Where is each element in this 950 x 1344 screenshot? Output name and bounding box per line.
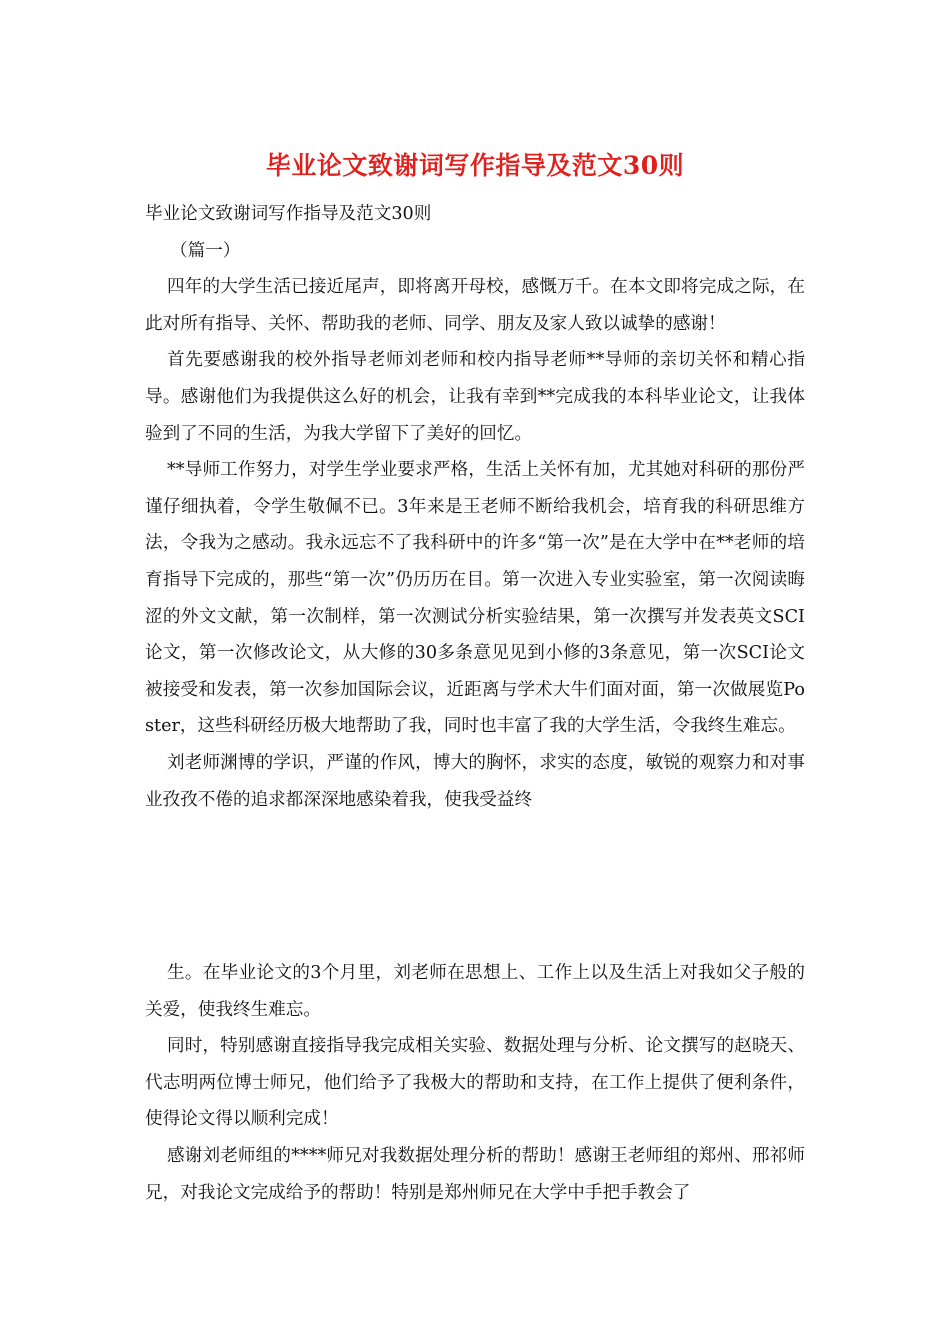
text-block-page-1 xyxy=(145,196,805,818)
document-subtitle: 毕业论文致谢词写作指导及范文30则 xyxy=(145,204,432,224)
paragraph: 生。在毕业论文的3个月里，刘老师在思想上、工作上以及生活上对我如父子般的关爱，使我终生难忘。 xyxy=(145,963,805,1020)
paragraph: 刘老师渊博的学识，严谨的作风，博大的胸怀，求实的态度，敏锐的观察力和对事业孜孜不倦的追求都深深地感染着我，使我受益终 xyxy=(145,752,805,810)
section-label: （篇一） xyxy=(170,240,241,261)
paragraph: 感谢刘老师组的****师兄对我数据处理分析的帮助！感谢王老师组的郑州、邢祁师兄，对我论文完成给予的帮助！特别是郑州师兄在大学中手把手教会了 xyxy=(145,1145,805,1203)
paragraph: 首先要感谢我的校外指导老师刘老师和校内指导老师**导师的亲切关怀和精心指导。感谢他们为我提供这么好的机会，让我有幸到**完成我的本科毕业论文，让我体验到了不同的生活，为我大学留下了美好的回忆。 xyxy=(145,350,805,444)
paragraph: 四年的大学生活已接近尾声，即将离开母校，感慨万千。在本文即将完成之际，在此对所有指导、关怀、帮助我的老师、同学、朋友及家人致以诚挚的感谢！ xyxy=(145,277,805,334)
paragraph: 同时，特别感谢直接指导我完成相关实验、数据处理与分析、论文撰写的赵晓天、代志明两位博士师兄，他们给予了我极大的帮助和支持，在工作上提供了便利条件，使得论文得以顺利完成！ xyxy=(145,1036,805,1130)
document-title: 毕业论文致谢词写作指导及范文30则 xyxy=(265,151,685,180)
text-block-page-2 xyxy=(145,955,805,1211)
paragraph: **导师工作努力，对学生学业要求严格，生活上关怀有加，尤其她对科研的那份严谨仔细执着，令学生敬佩不已。3年来是王老师不断给我机会，培育我的科研思维方法，令我为之感动。我永远忘不了我科研中的许多“第一次”是在大学中在**老师的培育指导下完成的，那些“第一次”仍历历在目。第一次进入专业实验室，第一次阅读晦涩的外文文献，第一次制样，第一次测试分析实验结果，第一次撰写并发表英文SCI论文，第一次修改论文，从大修的30多条意见见到小修的3条意见，第一次SCI论文被接受和发表，第一次参加国际会议，近距离与学术大牛们面对面，第一次做展览Poster，这些科研经历极大地帮助了我，同时也丰富了我的大学生活，令我终生难忘。 xyxy=(145,460,805,737)
